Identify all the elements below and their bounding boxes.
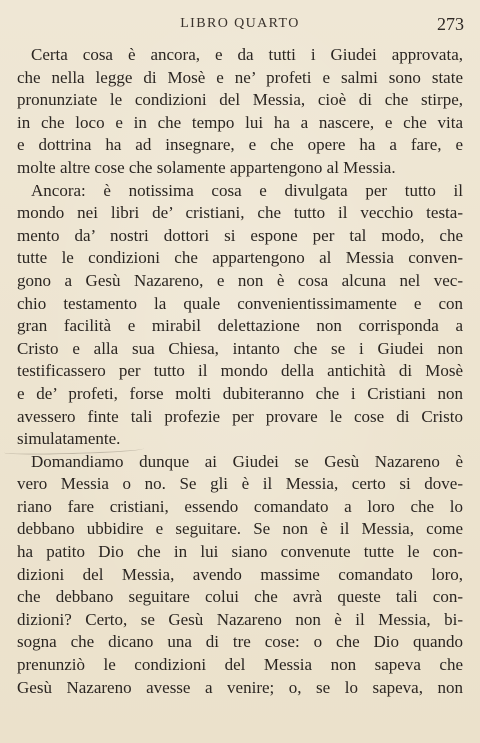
text-line: mento da’ nostri dottori si espone per tal modo, che bbox=[17, 225, 463, 245]
text-line: e dottrina ha ad insegnare, e che opere ha a fare, e bbox=[17, 135, 463, 155]
text-line: Domandiamo dunque ai Giudei se Gesù Nazareno è bbox=[31, 451, 463, 471]
text-line: chio testamento la quale convenientissimamente e con bbox=[17, 293, 463, 313]
text-line: tutte le condizioni che appartengono al Messia conven- bbox=[17, 248, 463, 268]
text-line: gran facilità e mirabil delettazione non corrisponda a bbox=[17, 316, 463, 336]
text-line: Gesù Nazareno avesse a venire; o, se lo sapeva, non bbox=[17, 677, 463, 697]
text-line: gono a Gesù Nazareno, e non è cosa alcuna nel vec- bbox=[17, 270, 463, 290]
text-line: debbano ubbidire e seguitare. Se non è il Messia, come bbox=[17, 519, 463, 539]
text-line: e de’ profeti, forse molti dubiteranno che i Cristiani non bbox=[17, 383, 463, 403]
text-line: mondo nei libri de’ cristiani, che tutto il vecchio testa- bbox=[17, 203, 463, 223]
text-line: dizioni? Certo, se Gesù Nazareno non è il Messia, bi- bbox=[17, 609, 463, 629]
text-line: Certa cosa è ancora, e da tutti i Giudei approvata, bbox=[31, 45, 463, 64]
running-title: LIBRO QUARTO bbox=[180, 16, 300, 31]
text-line: Ancora: è notissima cosa e divulgata per tutto il bbox=[31, 180, 463, 200]
text-line: sogna che dicano una di tre cose: o che Dio quando bbox=[17, 632, 463, 652]
text-line: ha patito Dio che in lui siano convenute tutte le con- bbox=[17, 542, 463, 562]
running-head bbox=[0, 16, 480, 38]
text-line: in che loco e in che tempo lui ha a nascere, e che vita bbox=[17, 112, 463, 132]
body-text bbox=[17, 44, 463, 699]
text-line: dizioni del Messia, avendo massime comandato loro, bbox=[17, 564, 463, 584]
text-line: che debbano seguitare colui che avrà queste tali con- bbox=[17, 587, 463, 607]
text-line: vero Messia o no. Se gli è il Messia, certo si dove- bbox=[17, 474, 463, 494]
text-line: che nella legge di Mosè e ne’ profeti e salmi sono state bbox=[17, 67, 463, 87]
page-number: 273 bbox=[437, 14, 464, 34]
text-line: simulatamente. bbox=[17, 429, 121, 449]
text-line: pronunziate le condizioni del Messia, cioè di che stirpe, bbox=[17, 90, 463, 110]
text-line: riano fare cristiani, essendo comandato a loro che lo bbox=[17, 496, 463, 516]
text-line: avessero finte tali profezie per provare le cose di Cristo bbox=[17, 406, 463, 426]
text-line: testificassero per tutto il mondo della antichità di Mosè bbox=[17, 361, 463, 381]
text-line: prenunziò le condizioni del Messia non sapeva che bbox=[17, 655, 463, 675]
text-line: Cristo e alla sua Chiesa, intanto che se i Giudei non bbox=[17, 338, 463, 358]
text-line: molte altre cose che solamente appartengono al Messia. bbox=[17, 157, 396, 177]
